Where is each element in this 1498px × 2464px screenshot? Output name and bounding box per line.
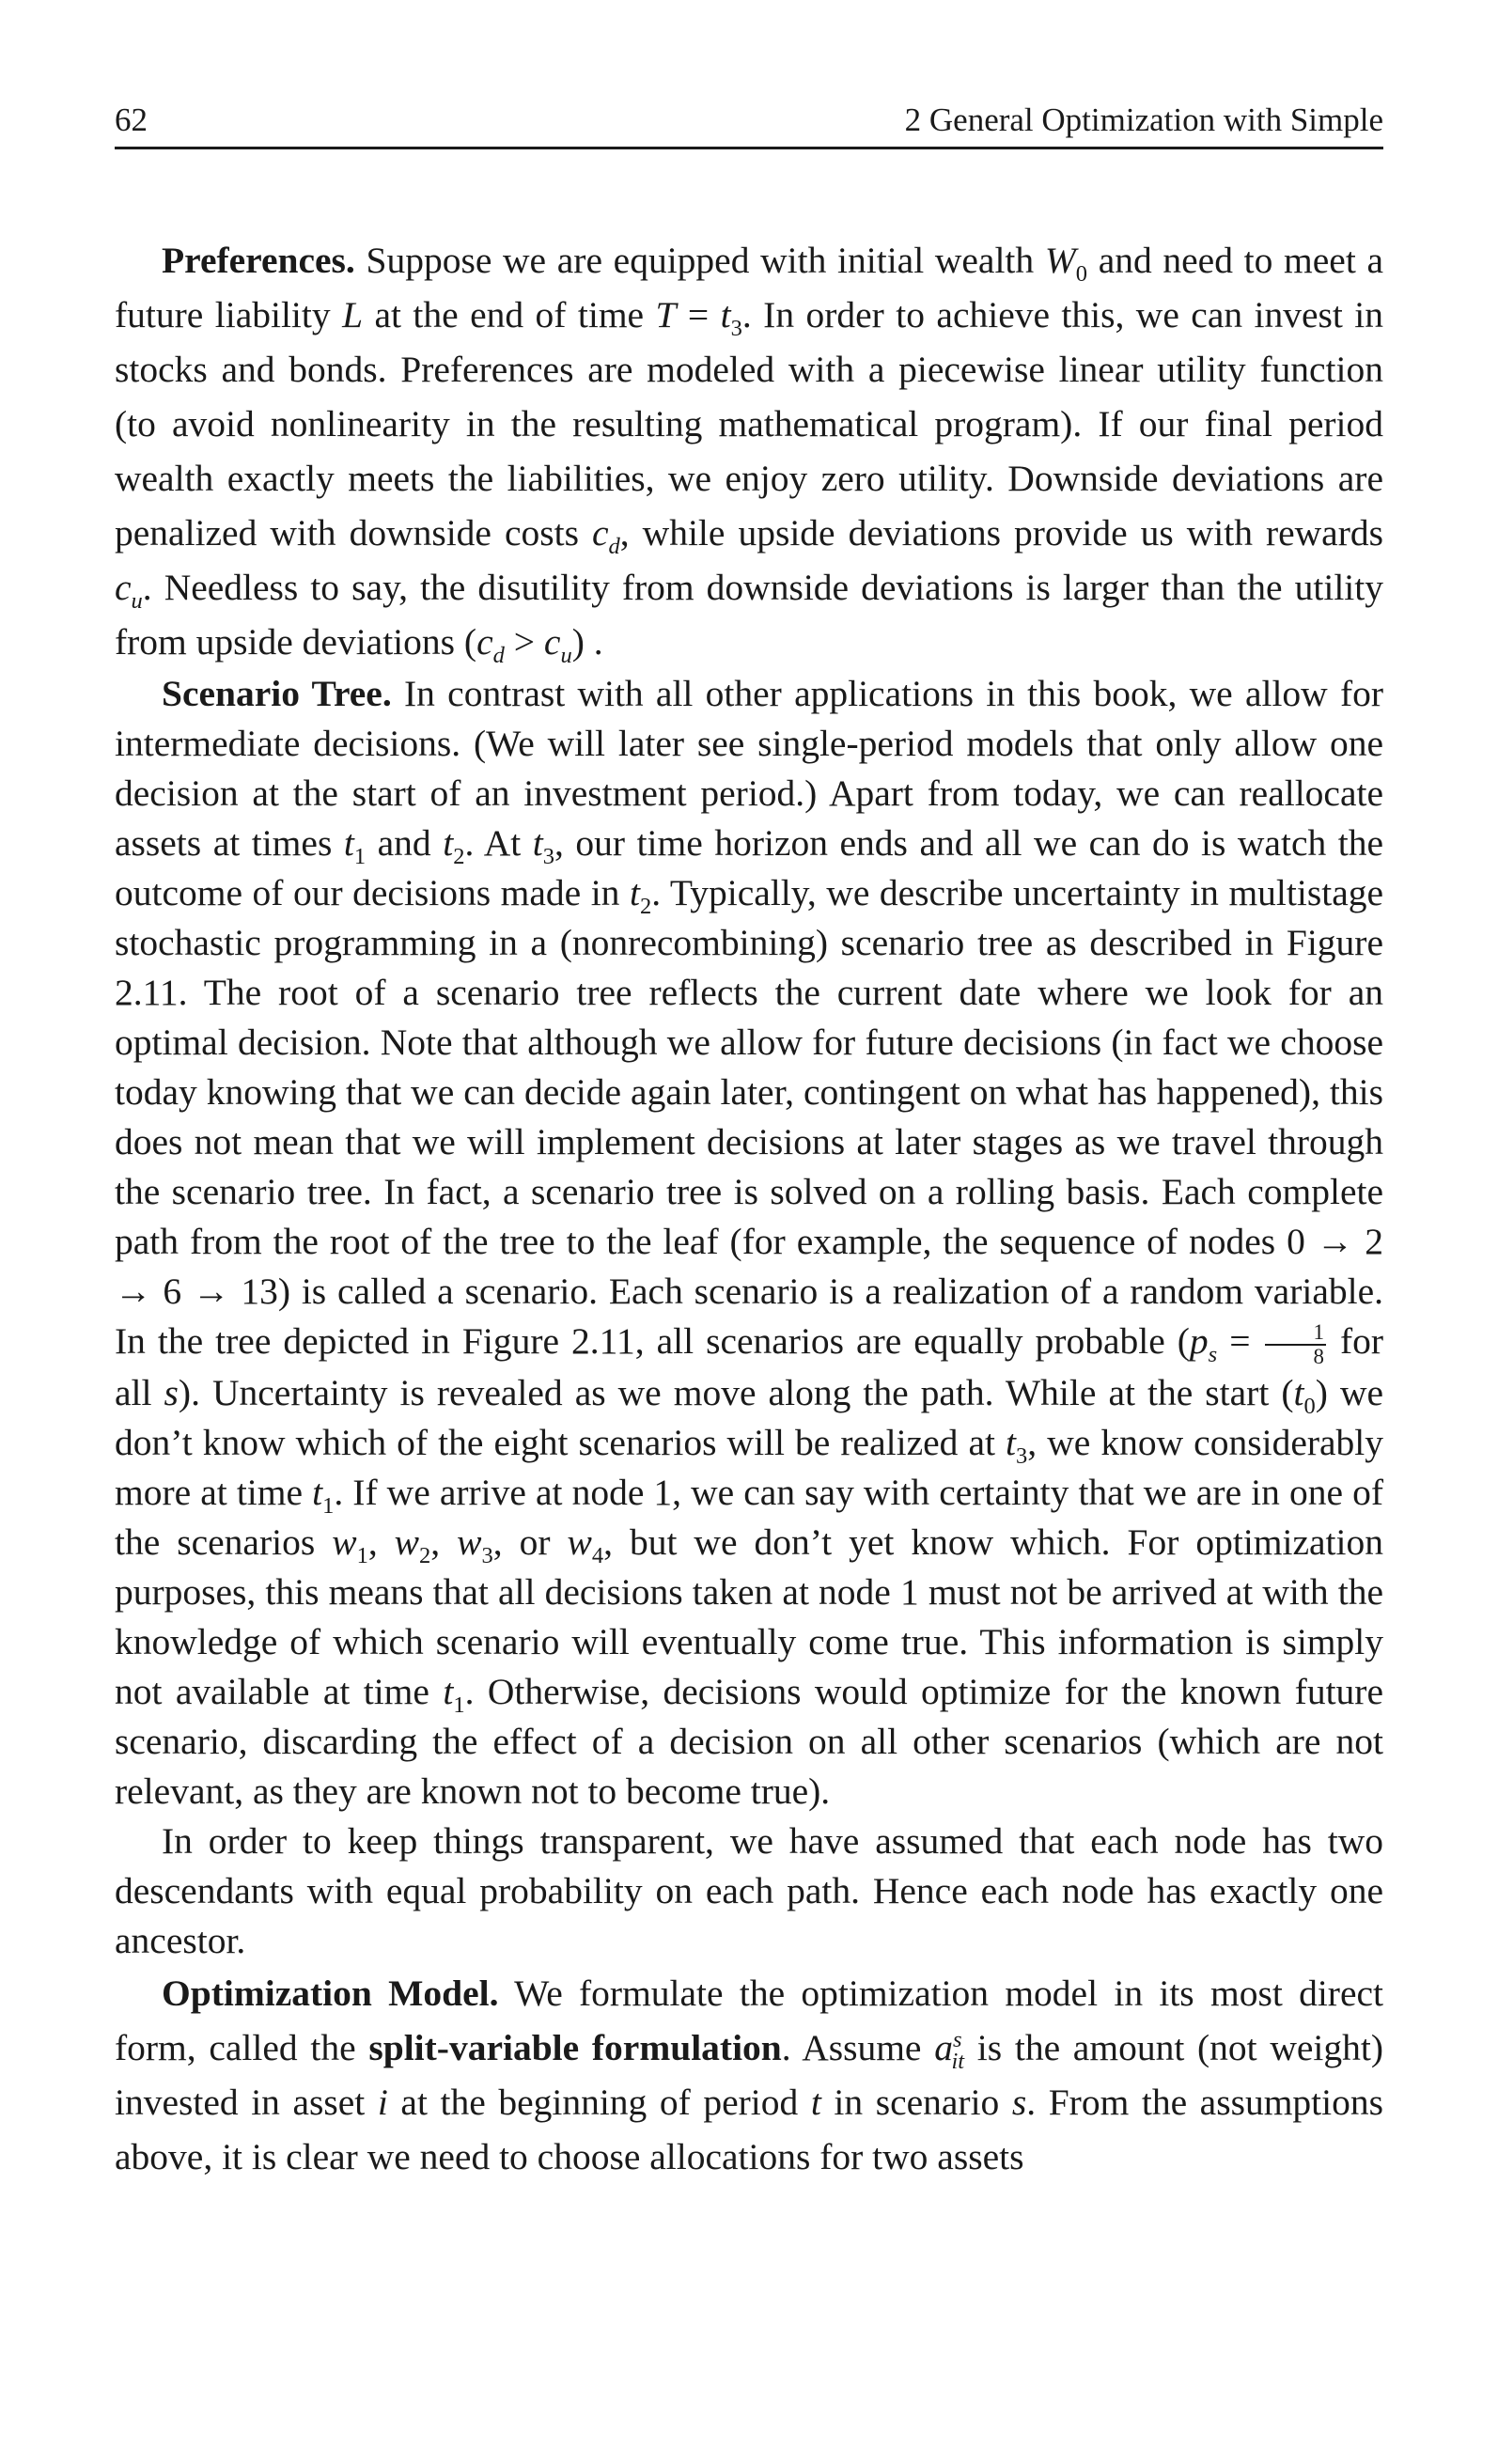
one-eighth-fraction: $\frac{1}{8}$ xyxy=(1265,1321,1326,1368)
heading-scenario-tree: Scenario Tree. xyxy=(162,673,392,714)
paragraph-preferences: Preferences. Suppose we are equipped with initial wealth $W_0$ and need to meet a future liability L at the end of time $T = t_3$. In order to achieve this, we can invest in stocks and bonds. Preferences are modeled with a piecewise linear utility function (to avoid nonlinearity in the resulting mathematical program). If our final period wealth exactly meets the liabilities, we enjoy zero utility. Downside deviations are penalized with downside costs $c_d$, while upside deviations provide us with rewards $c_u$. Needless to say, the disutility from downside deviations is larger than the utility from upside deviations $(c_d > c_u)$ . xyxy=(115,240,1384,668)
header-rule xyxy=(115,147,1383,149)
term-split-variable: split-variable formulation xyxy=(368,2026,782,2068)
heading-optimization-model: Optimization Model. xyxy=(162,1972,499,2014)
chapter-title: 2 General Optimization with Simple xyxy=(904,101,1383,138)
running-head xyxy=(115,101,1383,139)
page-number: 62 xyxy=(115,101,148,138)
paragraph-scenario-tree: Scenario Tree. In contrast with all other applications in this book, we allow for intermediate decisions. (We will later see single-period models that only allow one decision at the start of an investment period.) Apart from today, we can reallocate assets at times $t_1$ and $t_2$. At $t_3$, our time horizon ends and all we can do is watch the outcome of our decisions made in $t_2$. Typically, we describe uncertainty in multistage stochastic programming in a (nonrecombining) scenario tree as described in Figure 2.11. The root of a scenario tree reflects the current date where we look for an optimal decision. Note that although we allow for future decisions (in fact we choose today knowing that we can decide again later, contingent on what has happened), this does not mean that we will implement decisions at later stages as we travel through the scenario tree. In fact, a scenario tree is solved on a rolling basis. Each complete path from the root of the tree to the leaf (for example, the sequence of nodes 0 → 2 → 6 → 13) is called a scenario. Each scenario is a realization of a random variable. In the tree depicted in Figure 2.11, all scenarios are equally probable ($p_s$ = $\frac{1}{8}$ for all s). Uncertainty is revealed as we move along the path. While at the start $(t_0)$ we don’t know which of the eight scenarios will be realized at $t_3$, we know considerably more at time $t_1$. If we arrive at node 1, we can say with certainty that we are in one of the scenarios $w_1$, $w_2$, $w_3$, or $w_4$, but we don’t yet know which. For optimization purposes, this means that all decisions taken at node 1 must not be arrived at with the knowledge of which scenario will eventually come true. This information is simply not available at time $t_1$. Otherwise, decisions would optimize for the known future scenario, discarding the effect of a decision on all other scenarios (which are not relevant, as they are known not to become true). xyxy=(115,673,1384,1812)
paragraph-optimization-model: Optimization Model. We formulate the optimization model in its most direct form, called the split-variable formulation. Assume $a^s_{it}$ is the amount (not weight) invested in asset i at the beginning of period t in scenario s. From the assumptions above, it is clear we need to choose allocations for two assets xyxy=(115,1972,1384,2177)
paragraph-transparency: In order to keep things transparent, we have assumed that each node has two descendants with equal probability on each path. Hence each node has exactly one ancestor. xyxy=(115,1819,1383,1961)
heading-preferences: Preferences. xyxy=(162,240,355,281)
body-text xyxy=(115,233,1383,2184)
scenario-path: 0 → 2 → 6 → 13) xyxy=(115,1221,1383,1312)
